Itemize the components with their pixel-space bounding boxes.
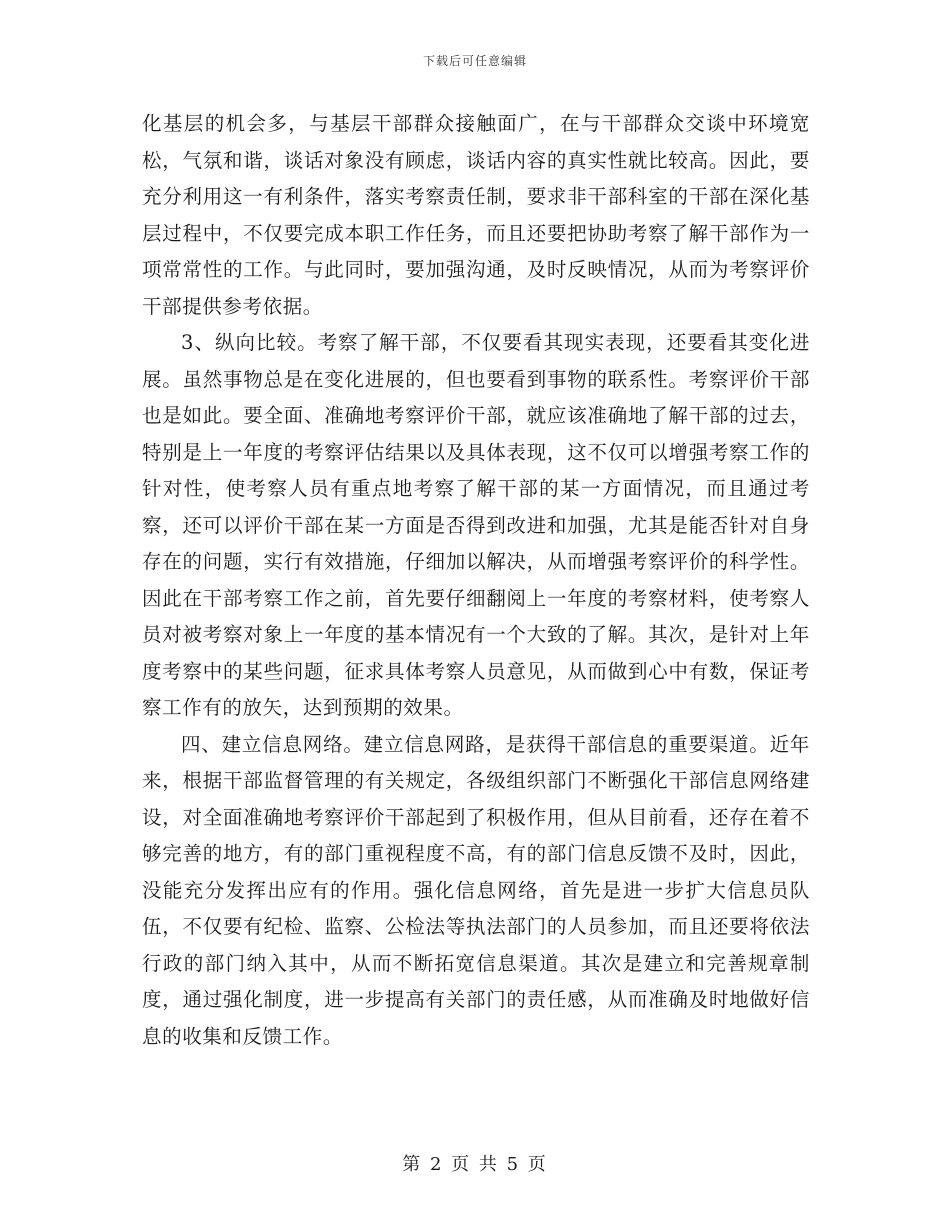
paragraph-2: 3、纵向比较。考察了解干部，不仅要看其现实表现，还要看其变化进展。虽然事物总是在变化进展的，但也要看到事物的联系性。考察评价干部也是如此。要全面、准确地考察评价干部，就应该准确地了解干部的过去，特别是上一年度的考察评估结果以及具体表现，这不仅可以增强考察工作的针对性，使考察人员有重点地考察了解干部的某一方面情况，而且通过考察，还可以评价干部在某一方面是否得到改进和加强，尤其是能否针对自身存在的问题，实行有效措施，仔细加以解决，从而增强考察评价的科学性。因此在干部考察工作之前，首先要仔细翻阅上一年度的考察材料，使考察人员对被考察对象上一年度的基本情况有一个大致的了解。其次，是针对上年度考察中的某些问题，征求具体考察人员意见，从而做到心中有数，保证考察工作有的放矢，达到预期的效果。 [142, 331, 810, 719]
paragraph-1: 化基层的机会多，与基层干部群众接触面广，在与干部群众交谈中环境宽松，气氛和谐，谈话对象没有顾虑，谈话内容的真实性就比较高。因此，要充分利用这一有利条件，落实考察责任制，要求非干部科室的干部在深化基层过程中，不仅要完成本职工作任务，而且还要把协助考察了解干部作为一项常常性的工作。与此同时，要加强沟通，及时反映情况，从而为考察评价干部提供参考依据。 [142, 112, 810, 318]
paragraph-3: 四、建立信息网络。建立信息网路，是获得干部信息的重要渠道。近年来，根据干部监督管理的有关规定，各级组织部门不断强化干部信息网络建设，对全面准确地考察评价干部起到了积极作用，但从目前看，还存在着不够完善的地方，有的部门重视程度不高，有的部门信息反馈不及时，因此，没能充分发挥出应有的作用。强化信息网络，首先是进一步扩大信息员队伍，不仅要有纪检、监察、公检法等执法部门的人员参加，而且还要将依法行政的部门纳入其中，从而不断拓宽信息渠道。其次是建立和完善规章制度，通过强化制度，进一步提高有关部门的责任感，从而准确及时地做好信息的收集和反馈工作。 [142, 732, 810, 1048]
document-body [142, 106, 810, 1055]
page-number: 第 2 页 共 5 页 [402, 1154, 548, 1175]
page-header-note: 下载后可任意编辑 [422, 54, 527, 68]
